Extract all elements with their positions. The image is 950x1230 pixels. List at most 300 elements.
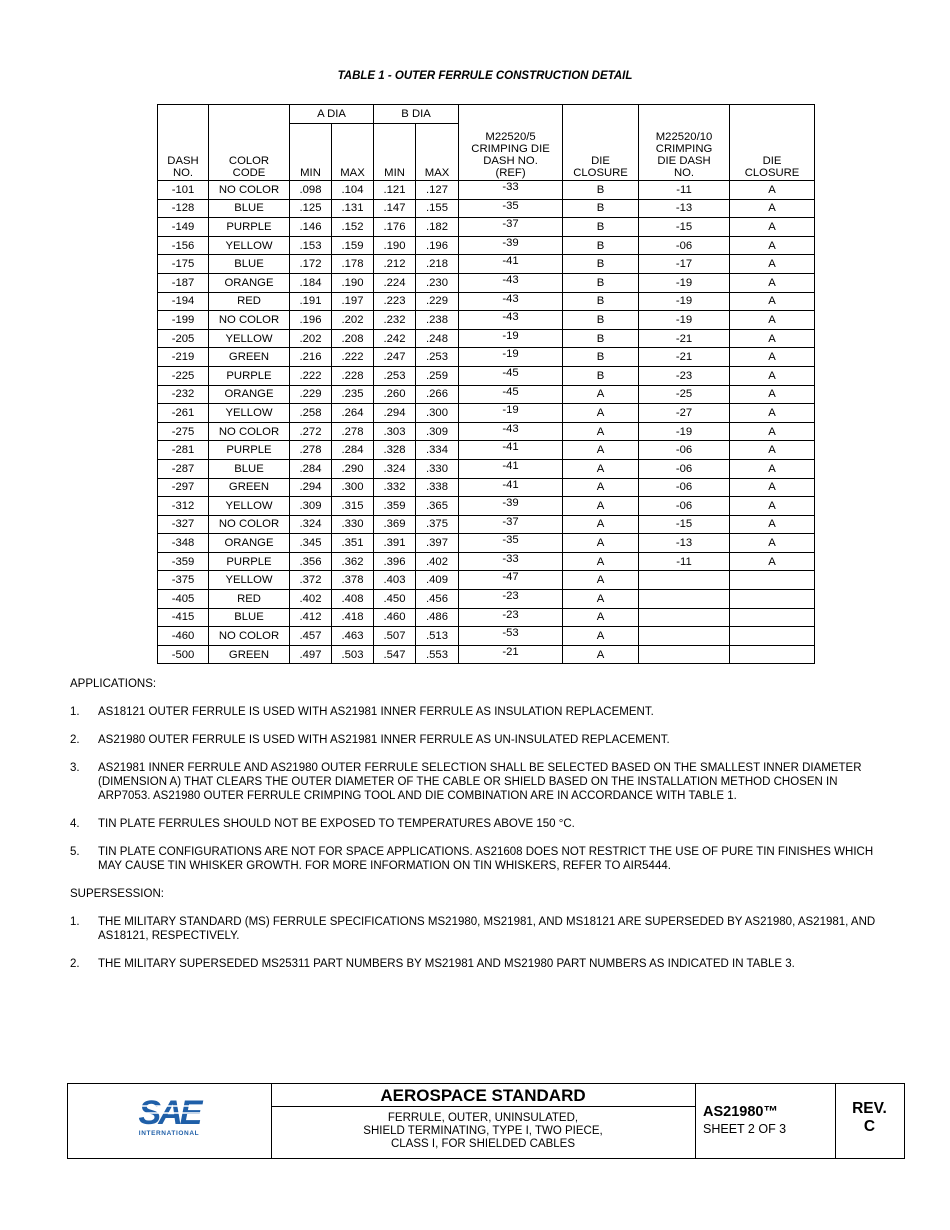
list-item: 1. AS18121 OUTER FERRULE IS USED WITH AS21981 INNER FERRULE AS INSULATION REPLACEMENT. (70, 706, 654, 718)
table-cell: .208 (332, 329, 374, 348)
table-cell: -33 (459, 552, 563, 571)
table-cell: B (563, 366, 639, 385)
table-cell: -35 (459, 534, 563, 553)
table-row (158, 441, 815, 460)
table-cell: YELLOW (209, 571, 290, 590)
table-cell: -41 (459, 255, 563, 274)
table-cell: -43 (459, 292, 563, 311)
table-cell: -37 (459, 515, 563, 534)
table-cell: .248 (416, 329, 459, 348)
sae-logo (68, 1084, 272, 1158)
table-row (158, 385, 815, 404)
table-cell: -41 (459, 459, 563, 478)
table-cell: -359 (158, 552, 209, 571)
table-cell: -19 (459, 404, 563, 423)
header-die-closure-1: DIE CLOSURE (563, 105, 639, 181)
table-cell: A (563, 590, 639, 609)
table-cell: -500 (158, 645, 209, 664)
title-block (67, 1083, 905, 1159)
table-cell: .196 (416, 236, 459, 255)
applications-heading: APPLICATIONS: (70, 678, 157, 690)
table-cell: .397 (416, 534, 459, 553)
table-row (158, 422, 815, 441)
table-cell: -187 (158, 273, 209, 292)
table-cell: B (563, 199, 639, 218)
table-cell: -128 (158, 199, 209, 218)
table-cell: B (563, 181, 639, 200)
table-cell: -13 (639, 199, 730, 218)
table-cell: .152 (332, 218, 374, 237)
header-die-closure-2: DIE CLOSURE (730, 105, 815, 181)
header-a-dia: A DIA (290, 105, 374, 124)
table-cell: -23 (459, 608, 563, 627)
table-cell: .222 (332, 348, 374, 367)
table-cell: .147 (374, 199, 416, 218)
table-cell: .503 (332, 645, 374, 664)
table-cell: .182 (416, 218, 459, 237)
table-row (158, 348, 815, 367)
table-cell: -06 (639, 441, 730, 460)
table-row (158, 571, 815, 590)
table-cell: -297 (158, 478, 209, 497)
table-cell: .235 (332, 385, 374, 404)
description: FERRULE, OUTER, UNINSULATED, SHIELD TERMINATING, TYPE I, TWO PIECE, CLASS I, FOR SHIELDED CABLES (363, 1112, 603, 1150)
table-cell: -35 (459, 199, 563, 218)
table-cell: .290 (332, 459, 374, 478)
svg-text:SAE: SAE (138, 1094, 200, 1132)
table-cell: A (730, 255, 815, 274)
table-cell: -45 (459, 366, 563, 385)
table-cell: .324 (290, 515, 332, 534)
table-cell: .278 (332, 422, 374, 441)
table-body (158, 181, 815, 664)
table-cell: -13 (639, 534, 730, 553)
table-cell: .324 (374, 459, 416, 478)
table-cell: YELLOW (209, 497, 290, 516)
table-cell: -405 (158, 590, 209, 609)
table-cell: .338 (416, 478, 459, 497)
table-cell: .351 (332, 534, 374, 553)
table-cell: .172 (290, 255, 332, 274)
table-cell: .418 (332, 608, 374, 627)
rev-label: REV. (852, 1100, 887, 1117)
list-item: 5. TIN PLATE CONFIGURATIONS ARE NOT FOR SPACE APPLICATIONS. AS21608 DOES NOT RESTRICT THE USE OF PURE TIN FINISHES WHICH MAY CAUSE TIN WHISKER GROWTH. FOR MORE INFORMATION ON TIN WHISKERS, REFER TO AIR5444. (70, 846, 874, 872)
table-cell: .334 (416, 441, 459, 460)
list-item: 2. AS21980 OUTER FERRULE IS USED WITH AS21981 INNER FERRULE AS UN-INSULATED REPLACEMENT. (70, 734, 670, 746)
table-cell: .229 (290, 385, 332, 404)
table-cell: .403 (374, 571, 416, 590)
table-cell: .127 (416, 181, 459, 200)
table-cell: A (730, 515, 815, 534)
table-cell: GREEN (209, 348, 290, 367)
table-cell: B (563, 348, 639, 367)
table-cell: .456 (416, 590, 459, 609)
table-cell: A (730, 181, 815, 200)
table-row (158, 218, 815, 237)
table-cell: B (563, 329, 639, 348)
table-cell: .216 (290, 348, 332, 367)
table-cell (730, 627, 815, 646)
table-cell: A (730, 273, 815, 292)
table-cell: A (563, 534, 639, 553)
header-m22520-5: M22520/5 CRIMPING DIE DASH NO. (REF) (459, 105, 563, 181)
table-cell: .121 (374, 181, 416, 200)
table-cell: A (730, 404, 815, 423)
table-row (158, 329, 815, 348)
table-row (158, 552, 815, 571)
table-cell: -06 (639, 497, 730, 516)
table-cell: -101 (158, 181, 209, 200)
table-cell: YELLOW (209, 404, 290, 423)
table-cell: .294 (290, 478, 332, 497)
table-cell: A (730, 459, 815, 478)
table-cell: -312 (158, 497, 209, 516)
table-cell: .178 (332, 255, 374, 274)
table-cell: .266 (416, 385, 459, 404)
table-cell: -06 (639, 236, 730, 255)
table-cell: NO COLOR (209, 311, 290, 330)
table-cell: ORANGE (209, 385, 290, 404)
table-cell: .260 (374, 385, 416, 404)
table-cell: BLUE (209, 608, 290, 627)
table-cell: -11 (639, 552, 730, 571)
table-cell: A (730, 218, 815, 237)
list-item: 1. THE MILITARY STANDARD (MS) FERRULE SPECIFICATIONS MS21980, MS21981, AND MS18121 ARE SUPERSEDED BY AS21980, AS21981, AND AS18121, RESPECTIVELY. (70, 916, 876, 942)
table-cell: .391 (374, 534, 416, 553)
table-cell: .547 (374, 645, 416, 664)
table-cell: A (563, 608, 639, 627)
table-cell: .396 (374, 552, 416, 571)
revision-cell (835, 1084, 904, 1158)
table-cell: .222 (290, 366, 332, 385)
table-cell: YELLOW (209, 236, 290, 255)
table-cell: NO COLOR (209, 515, 290, 534)
table-row (158, 534, 815, 553)
table-cell: .284 (332, 441, 374, 460)
table-cell: BLUE (209, 255, 290, 274)
table-cell: .328 (374, 441, 416, 460)
table-cell (730, 608, 815, 627)
table-cell: .258 (290, 404, 332, 423)
table-cell: -41 (459, 478, 563, 497)
table-cell (639, 627, 730, 646)
table-cell: A (730, 292, 815, 311)
table-cell: -15 (639, 515, 730, 534)
table-row (158, 459, 815, 478)
table-cell: -06 (639, 478, 730, 497)
table-cell: .197 (332, 292, 374, 311)
table-cell: RED (209, 590, 290, 609)
table-cell: -460 (158, 627, 209, 646)
svg-text:INTERNATIONAL: INTERNATIONAL (138, 1130, 200, 1137)
table-cell: ORANGE (209, 534, 290, 553)
table-cell: -19 (639, 292, 730, 311)
table-cell: .330 (416, 459, 459, 478)
header-b-max: MAX (416, 124, 459, 181)
doc-cell (695, 1084, 836, 1158)
table-cell: .253 (416, 348, 459, 367)
table-cell: .202 (332, 311, 374, 330)
table-cell: -19 (639, 273, 730, 292)
table-cell: -327 (158, 515, 209, 534)
table-cell: -39 (459, 497, 563, 516)
table-title: TABLE 1 - OUTER FERRULE CONSTRUCTION DETAIL (337, 70, 633, 82)
table-cell: .190 (332, 273, 374, 292)
table-cell: A (730, 478, 815, 497)
header-a-max: MAX (332, 124, 374, 181)
list-item: 3. AS21981 INNER FERRULE AND AS21980 OUTER FERRULE SELECTION SHALL BE SELECTED BASED ON THE SMALLEST INNER DIAMETER (DIMENSION A) THAT CLEARS THE OUTER DIAMETER OF THE CABLE OR SHIELD BASED ON THE INSTALLATION METHOD CHOSEN IN ARP7053. AS21980 OUTER FERRULE CRIMPING TOOL AND DIE COMBINATION ARE IN ACCORDANCE WITH TABLE 1. (70, 762, 862, 802)
table-row (158, 515, 815, 534)
table-cell: .224 (374, 273, 416, 292)
table-cell: .457 (290, 627, 332, 646)
header-m22520-10: M22520/10 CRIMPING DIE DASH NO. (639, 105, 730, 181)
table-cell: .264 (332, 404, 374, 423)
table-cell: -43 (459, 273, 563, 292)
header-b-dia: B DIA (374, 105, 459, 124)
table-row (158, 478, 815, 497)
table-cell: .507 (374, 627, 416, 646)
table-cell: .202 (290, 329, 332, 348)
table-cell: YELLOW (209, 329, 290, 348)
table-cell: .230 (416, 273, 459, 292)
table-row (158, 404, 815, 423)
table-cell: B (563, 218, 639, 237)
supersession-heading: SUPERSESSION: (70, 888, 164, 900)
table-cell: -149 (158, 218, 209, 237)
table-cell: .191 (290, 292, 332, 311)
table-cell: .375 (416, 515, 459, 534)
table-row (158, 366, 815, 385)
table-row (158, 273, 815, 292)
table-cell: .232 (374, 311, 416, 330)
table-cell: .315 (332, 497, 374, 516)
table-cell: A (730, 385, 815, 404)
table-cell: -43 (459, 422, 563, 441)
table-cell: .497 (290, 645, 332, 664)
table-cell: .362 (332, 552, 374, 571)
table-cell: -375 (158, 571, 209, 590)
table-cell: .330 (332, 515, 374, 534)
sheet-number: SHEET 2 OF 3 (703, 1122, 787, 1136)
list-item: 4. TIN PLATE FERRULES SHOULD NOT BE EXPOSED TO TEMPERATURES ABOVE 150 °C. (70, 818, 575, 830)
table-cell (639, 571, 730, 590)
table-cell: -175 (158, 255, 209, 274)
table-cell: -23 (639, 366, 730, 385)
table-cell: -21 (639, 348, 730, 367)
table-cell: .104 (332, 181, 374, 200)
table-cell: .309 (416, 422, 459, 441)
table-cell: -27 (639, 404, 730, 423)
table-row (158, 497, 815, 516)
table-cell: .412 (290, 608, 332, 627)
table-cell (639, 590, 730, 609)
table-cell: B (563, 255, 639, 274)
table-cell: .184 (290, 273, 332, 292)
table-cell: A (563, 627, 639, 646)
table-cell: -205 (158, 329, 209, 348)
table-cell: -06 (639, 459, 730, 478)
table-cell: .176 (374, 218, 416, 237)
table-cell: B (563, 311, 639, 330)
table-cell: .294 (374, 404, 416, 423)
table-cell: -53 (459, 627, 563, 646)
table-cell: NO COLOR (209, 627, 290, 646)
table-row (158, 181, 815, 200)
rev-value: C (863, 1118, 876, 1135)
table-cell: A (730, 366, 815, 385)
table-cell: .332 (374, 478, 416, 497)
table-cell: .284 (290, 459, 332, 478)
table-cell: A (563, 497, 639, 516)
doc-number: AS21980™ (703, 1104, 778, 1120)
table-cell: .378 (332, 571, 374, 590)
table-cell: .098 (290, 181, 332, 200)
table-cell: -25 (639, 385, 730, 404)
table-cell: -275 (158, 422, 209, 441)
standard-title: AEROSPACE STANDARD (271, 1084, 695, 1107)
table-cell: .125 (290, 199, 332, 218)
table-cell: -261 (158, 404, 209, 423)
table-cell: .153 (290, 236, 332, 255)
table-cell: A (563, 552, 639, 571)
table-cell: -281 (158, 441, 209, 460)
table-cell: NO COLOR (209, 422, 290, 441)
table-cell: .345 (290, 534, 332, 553)
table-cell: .190 (374, 236, 416, 255)
table-cell: -21 (459, 645, 563, 664)
table-cell: .372 (290, 571, 332, 590)
table-cell: .242 (374, 329, 416, 348)
table-cell: .359 (374, 497, 416, 516)
table-cell: .218 (416, 255, 459, 274)
table-cell: -43 (459, 311, 563, 330)
table-cell: .238 (416, 311, 459, 330)
table-row (158, 608, 815, 627)
table-row (158, 236, 815, 255)
table-cell: .253 (374, 366, 416, 385)
table-cell: .278 (290, 441, 332, 460)
table-row (158, 255, 815, 274)
table-cell: -39 (459, 236, 563, 255)
table-cell: -17 (639, 255, 730, 274)
table-cell: .303 (374, 422, 416, 441)
table-cell: .409 (416, 571, 459, 590)
table-cell: B (563, 292, 639, 311)
table-cell: -23 (459, 590, 563, 609)
table-cell: -19 (459, 329, 563, 348)
table-cell (639, 645, 730, 664)
table-cell: .212 (374, 255, 416, 274)
table-cell: A (730, 329, 815, 348)
ferrule-table (157, 104, 815, 664)
table-cell: .196 (290, 311, 332, 330)
table-cell: -348 (158, 534, 209, 553)
table-row (158, 292, 815, 311)
table-cell: A (563, 645, 639, 664)
table-cell: A (563, 571, 639, 590)
table-row (158, 645, 815, 664)
sae-logo-icon (68, 1084, 271, 1158)
header-b-min: MIN (374, 124, 416, 181)
table-cell: A (563, 515, 639, 534)
table-cell: -11 (639, 181, 730, 200)
table-cell: A (730, 348, 815, 367)
table-cell: NO COLOR (209, 181, 290, 200)
table-cell: -37 (459, 218, 563, 237)
table-row (158, 311, 815, 330)
table-cell: .131 (332, 199, 374, 218)
table-cell: -47 (459, 571, 563, 590)
table-row (158, 627, 815, 646)
table-cell: A (563, 441, 639, 460)
table-cell: .300 (332, 478, 374, 497)
table-cell: A (730, 236, 815, 255)
table-cell: -19 (639, 422, 730, 441)
table-cell: .365 (416, 497, 459, 516)
table-cell (730, 571, 815, 590)
table-cell: .229 (416, 292, 459, 311)
table-cell: -225 (158, 366, 209, 385)
table-cell: .146 (290, 218, 332, 237)
table-cell: GREEN (209, 645, 290, 664)
table-cell: -219 (158, 348, 209, 367)
table-cell: .155 (416, 199, 459, 218)
table-cell: .513 (416, 627, 459, 646)
table-cell: PURPLE (209, 552, 290, 571)
table-cell: BLUE (209, 199, 290, 218)
table-cell: .272 (290, 422, 332, 441)
table-cell: .553 (416, 645, 459, 664)
table-cell: .408 (332, 590, 374, 609)
table-cell: -19 (459, 348, 563, 367)
table-cell: PURPLE (209, 441, 290, 460)
table-cell: ORANGE (209, 273, 290, 292)
table-cell: .228 (332, 366, 374, 385)
table-cell (639, 608, 730, 627)
table-cell: -45 (459, 385, 563, 404)
table-cell: .300 (416, 404, 459, 423)
table-cell: A (730, 552, 815, 571)
table-cell: A (730, 497, 815, 516)
table-cell: -415 (158, 608, 209, 627)
table-cell: .369 (374, 515, 416, 534)
table-cell: A (730, 441, 815, 460)
header-color-code: COLOR CODE (209, 105, 290, 181)
notes-section (70, 677, 880, 985)
table-row (158, 199, 815, 218)
table-cell: A (563, 404, 639, 423)
table-cell: BLUE (209, 459, 290, 478)
table-cell: -41 (459, 441, 563, 460)
table-cell: .463 (332, 627, 374, 646)
table-cell: A (563, 459, 639, 478)
table-cell: A (563, 422, 639, 441)
table-cell: .356 (290, 552, 332, 571)
table-cell: PURPLE (209, 366, 290, 385)
title-cell (271, 1084, 696, 1158)
table-cell: A (730, 311, 815, 330)
table-cell: .460 (374, 608, 416, 627)
table-cell: .309 (290, 497, 332, 516)
table-cell: A (563, 385, 639, 404)
table-cell: GREEN (209, 478, 290, 497)
table-cell: -194 (158, 292, 209, 311)
table-cell: -19 (639, 311, 730, 330)
table-cell: -33 (459, 181, 563, 200)
table-cell: -199 (158, 311, 209, 330)
table-cell: .159 (332, 236, 374, 255)
table-cell: B (563, 236, 639, 255)
